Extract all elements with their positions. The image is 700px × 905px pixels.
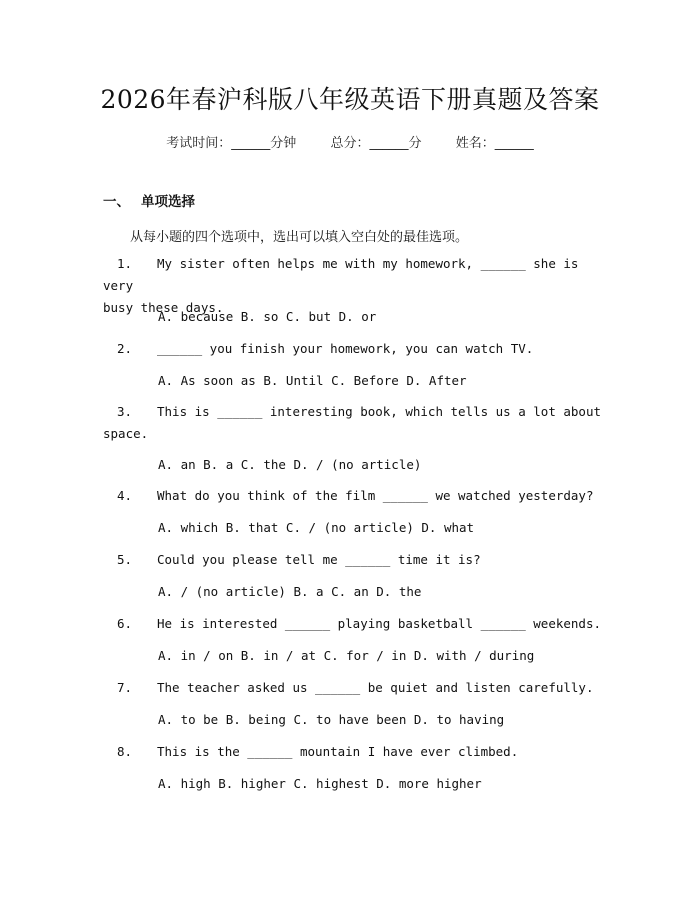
question-number: 4. — [116, 488, 132, 503]
question-text: What do you think of the film ______ we watched yesterday? — [157, 488, 594, 503]
question-5-options: A. / (no article) B. a C. an D. the — [158, 584, 422, 599]
question-text: He is interested ______ playing basketball ______ weekends. — [157, 616, 602, 631]
question-number: 3. — [116, 404, 132, 419]
question-number: 8. — [116, 744, 132, 759]
question-2-options: A. As soon as B. Until C. Before D. After — [158, 373, 467, 388]
section-number: 一、 — [103, 194, 130, 210]
question-text: My sister often helps me with my homework, ______ she is very — [103, 256, 579, 293]
question-text: The teacher asked us ______ be quiet and listen carefully. — [157, 680, 594, 695]
section-instruction: 从每小题的四个选项中，选出可以填入空白处的最佳选项。 — [130, 230, 469, 245]
question-text: This is ______ interesting book, which tells us a lot about — [157, 404, 602, 419]
question-number: 1. — [116, 256, 132, 271]
question-8-options: A. high B. higher C. highest D. more higher — [158, 776, 482, 791]
document-title: 2026年春沪科版八年级英语下册真题及答案 — [100, 85, 600, 114]
section-heading — [103, 190, 195, 210]
question-6 — [103, 613, 603, 635]
exam-time-field: 考试时间：______分钟 — [166, 136, 297, 151]
question-number: 7. — [116, 680, 132, 695]
question-2 — [103, 338, 603, 360]
question-text-continued: busy these days. — [103, 300, 224, 315]
question-number: 6. — [116, 616, 132, 631]
question-text: This is the ______ mountain I have ever climbed. — [157, 744, 519, 759]
question-number: 2. — [116, 341, 132, 356]
student-name-field: 姓名：______ — [455, 136, 534, 151]
section-title: 单项选择 — [141, 194, 195, 210]
question-text: ______ you finish your homework, you can watch TV. — [157, 341, 534, 356]
question-text: Could you please tell me ______ time it is? — [157, 552, 481, 567]
question-1-options: A. because B. so C. but D. or — [158, 309, 377, 324]
total-score-field: 总分：______分 — [330, 136, 422, 151]
question-3 — [103, 401, 603, 445]
question-8 — [103, 741, 603, 763]
question-7 — [103, 677, 603, 699]
question-4-options: A. which B. that C. / (no article) D. what — [158, 520, 475, 535]
question-6-options: A. in / on B. in / at C. for / in D. with / during — [158, 648, 535, 663]
question-number: 5. — [116, 552, 132, 567]
exam-info-line — [0, 132, 700, 151]
question-5 — [103, 549, 603, 571]
question-4 — [103, 485, 603, 507]
question-text-continued: space. — [103, 426, 149, 441]
question-7-options: A. to be B. being C. to have been D. to having — [158, 712, 505, 727]
question-3-options: A. an B. a C. the D. / (no article) — [158, 457, 422, 472]
